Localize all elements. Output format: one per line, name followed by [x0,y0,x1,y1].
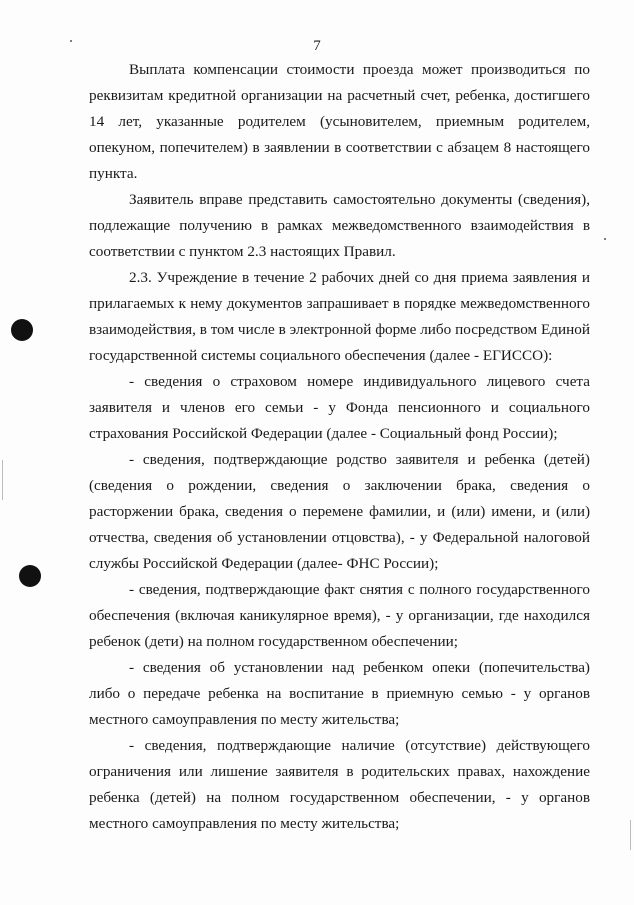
paragraph: - сведения, подтверждающие родство заявителя и ребенка (детей) (сведения о рождении, сведения о заключении брака, сведения о расторжении брака, сведения о перемене фамилии, и (или) имени, и (или) отчества, сведения об установлении отцовства), - у Федеральной налоговой службы Российской Федерации (далее- ФНС России); [89,451,590,572]
paragraph: - сведения, подтверждающие наличие (отсутствие) действующего ограничения или лишение заявителя в родительских правах, нахождение ребенка (детей) на полном государственном обеспечении, - у органов местного самоуправления по месту жительства; [89,737,590,832]
page-number: 7 [313,38,321,54]
paragraph: 2.3. Учреждение в течение 2 рабочих дней со дня приема заявления и прилагаемых к нему документов запрашивает в порядке межведомственного взаимодействия, в том числе в электронной форме либо посредством Единой государственной системы социального обеспечения (далее - ЕГИССО): [89,269,590,364]
paragraph: Заявитель вправе представить самостоятельно документы (сведения), подлежащие получению в рамках межведомственного взаимодействия в соответствии с пунктом 2.3 настоящих Правил. [89,191,590,260]
scan-edge-mark [2,460,3,500]
scan-speck [604,238,606,240]
paragraph: - сведения, подтверждающие факт снятия с полного государственного обеспечения (включая каникулярное время), - у организации, где находился ребенок (дети) на полном государственном обеспечении; [89,581,590,650]
punch-hole [19,565,41,587]
paragraph: - сведения об установлении над ребенком опеки (попечительства) либо о передаче ребенка на воспитание в приемную семью - у органов местного самоуправления по месту жительства; [89,659,590,728]
paragraph: - сведения о страховом номере индивидуального лицевого счета заявителя и членов его семьи - у Фонда пенсионного и социального страхования Российской Федерации (далее - Социальный фонд России); [89,373,590,442]
punch-hole [11,319,33,341]
document-body [89,57,590,837]
scan-edge-mark [630,820,631,850]
paragraph: Выплата компенсации стоимости проезда может производиться по реквизитам кредитной организации на расчетный счет, ребенка, достигшего 14 лет, указанные родителем (усыновителем, приемным родителем, опекуном, попечителем) в заявлении в соответствии с абзацем 8 настоящего пункта. [89,61,590,182]
